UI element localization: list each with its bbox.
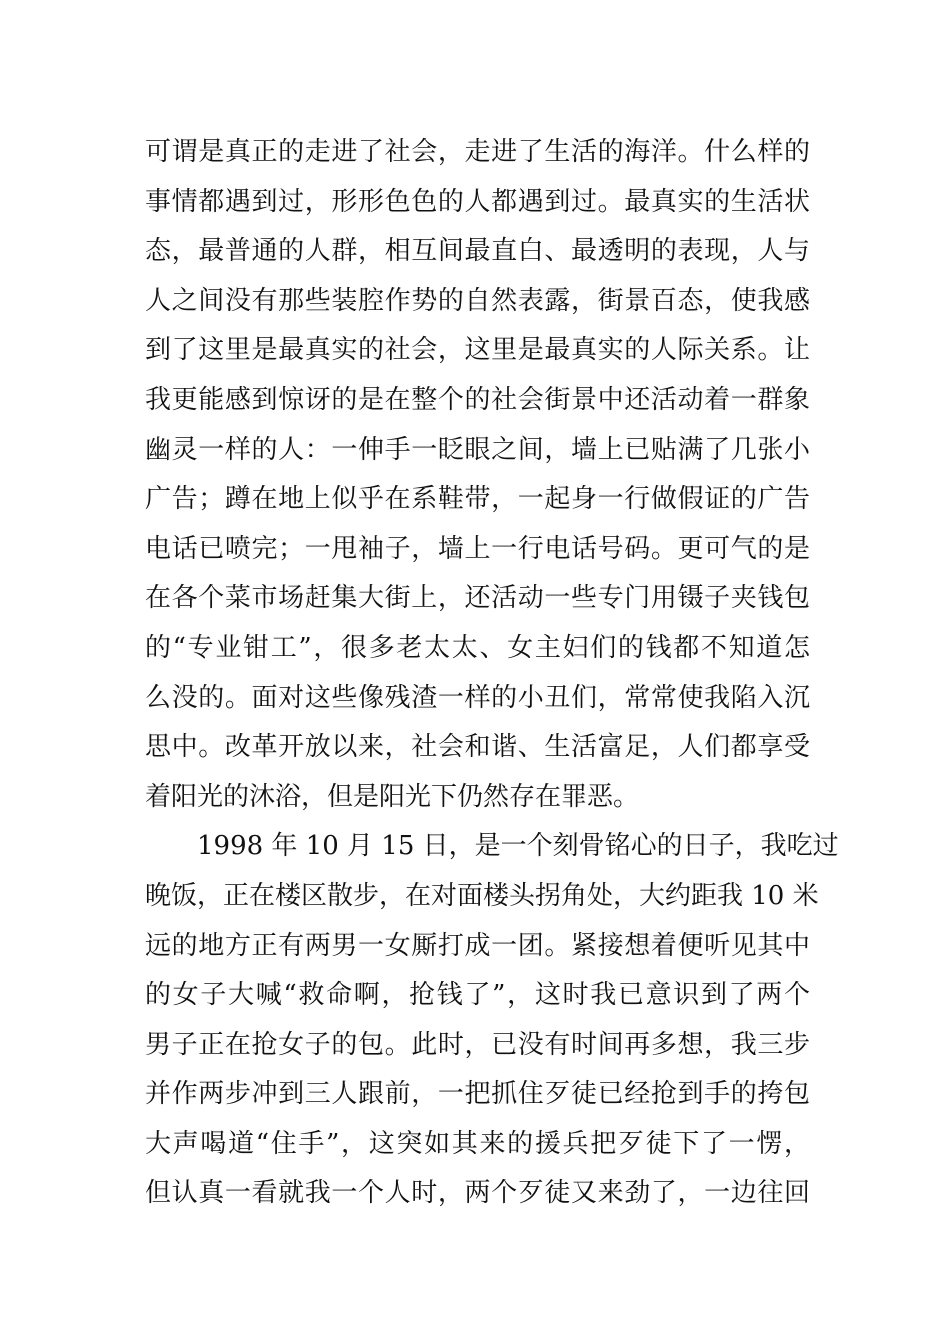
text-line: 远的地方正有两男一女厮打成一团。紧接想着便听见其中	[145, 930, 810, 961]
text-line: 晚饭，正在楼区散步，在对面楼头拐角处，大约距我 10 米	[145, 880, 819, 911]
text-line: 大声喝道“住手”，这突如其来的援兵把歹徒下了一愣，	[145, 1128, 810, 1159]
text-line: 并作两步冲到三人跟前，一把抓住歹徒已经抢到手的挎包	[145, 1079, 810, 1110]
text-line: 态，最普通的人群，相互间最直白、最透明的表现，人与	[145, 236, 810, 267]
text-line: 事情都遇到过，形形色色的人都遇到过。最真实的生活状	[145, 186, 810, 217]
paragraph-end-line: 着阳光的沐浴，但是阳光下仍然存在罪恶。	[145, 781, 640, 812]
text-line: 广告；蹲在地上似乎在系鞋带，一起身一行做假证的广告	[145, 484, 810, 515]
text-line: 可谓是真正的走进了社会，走进了生活的海洋。什么样的	[145, 137, 810, 167]
text-line: 么没的。面对这些像残渣一样的小丑们，常常使我陷入沉	[145, 682, 810, 713]
text-line: 幽灵一样的人：一伸手一眨眼之间，墙上已贴满了几张小	[145, 434, 810, 465]
paragraph-first-line: 1998 年 10 月 15 日，是一个刻骨铭心的日子，我吃过	[197, 831, 839, 862]
text-line: 的女子大喊“救命啊，抢钱了”，这时我已意识到了两个	[145, 980, 810, 1011]
body-text	[145, 128, 839, 1219]
text-line: 男子正在抢女子的包。此时，已没有时间再多想，我三步	[145, 1029, 810, 1060]
text-line: 到了这里是最真实的社会，这里是最真实的人际关系。让	[145, 335, 810, 366]
text-line: 的“专业钳工”，很多老太太、女主妇们的钱都不知道怎	[145, 632, 810, 663]
text-line: 人之间没有那些装腔作势的自然表露，街景百态，使我感	[145, 285, 810, 316]
text-line: 但认真一看就我一个人时，两个歹徒又来劲了，一边往回	[145, 1178, 810, 1209]
text-line: 在各个菜市场赶集大街上，还活动一些专门用镊子夹钱包	[145, 583, 810, 614]
text-line: 电话已喷完；一甩袖子，墙上一行电话号码。更可气的是	[145, 533, 810, 564]
text-line: 思中。改革开放以来，社会和谐、生活富足，人们都享受	[145, 732, 810, 763]
text-line: 我更能感到惊讶的是在整个的社会街景中还活动着一群象	[145, 384, 810, 415]
